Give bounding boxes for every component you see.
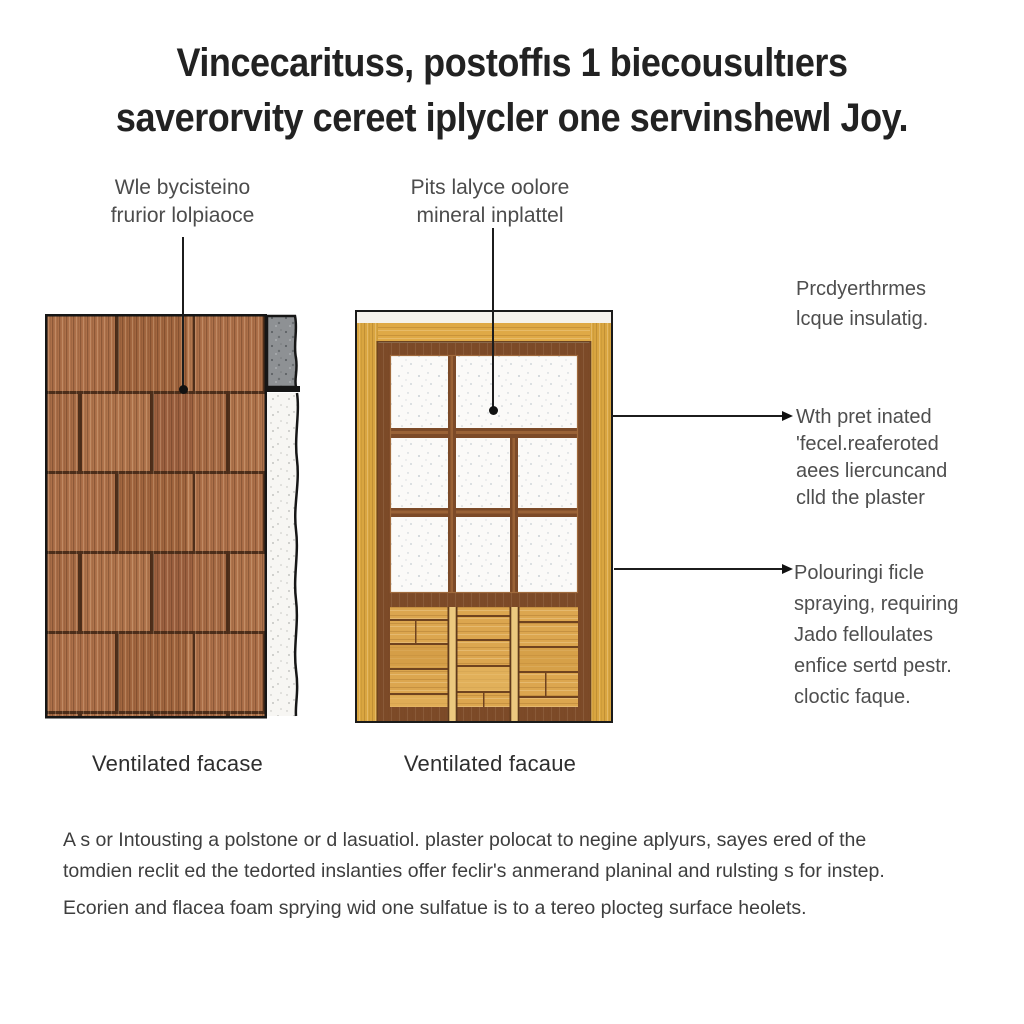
description-paragraph: [63, 829, 885, 920]
gray-insulation-layer: [265, 316, 300, 392]
right-label-bottom-line-4: enfice sertd pestr.: [794, 655, 952, 677]
right-label-bottom-line-1: Polouringi ficle: [794, 562, 925, 584]
timber-window-diagram: [355, 310, 613, 723]
callout-window-line-2: mineral inplattel: [416, 204, 564, 227]
white-render-layer: [267, 393, 298, 716]
callout-window-line-1: Pits lalyce oolore: [410, 176, 570, 199]
right-label-bottom: [794, 558, 959, 713]
caption-right-facade: Ventilated facaue: [403, 751, 577, 776]
leader-line-window: [492, 228, 494, 410]
right-label-bottom-line-2: spraying, requiring: [794, 593, 959, 615]
callout-left-line-1: Wle bycisteino: [114, 176, 251, 199]
timber-plank-panel: [390, 607, 578, 723]
right-label-middle-line-3: aees liercuncand: [796, 460, 948, 482]
facade-cross-section-diagram: [45, 314, 301, 719]
right-label-middle: [796, 404, 947, 512]
paragraph-line-2: tomdien reclit ed the tedorted inslanties offer feclir's anmerand planinal and rulsting s for instep.: [63, 860, 885, 882]
paragraph-line-1: A s or Intousting a polstone or d lasuatiol. plaster polocat to negine aplyurs, sayes ered of the: [63, 829, 867, 851]
arrow-to-middle-label: [612, 415, 782, 417]
arrow-to-bottom-label: [614, 568, 782, 570]
title-line-2: saverorvity cereet iplycler one servinshewl Joy.: [115, 96, 909, 140]
right-label-middle-line-4: clld the plaster: [796, 487, 925, 509]
glass-panes: [390, 355, 578, 593]
brick-cladding-layer: [46, 315, 266, 717]
title-line-1: Vincecarituss, postoffıs 1 biecousultıers: [176, 41, 848, 85]
right-label-middle-line-2: 'fecel.reaferoted: [796, 433, 939, 455]
paragraph-line-3: Ecorien and flacea foam sprying wid one sulfatue is to a tereo plocteg surface heolets.: [63, 897, 807, 919]
page-title: [62, 36, 962, 146]
right-label-top-line-1: Prcdyerthrmes: [796, 278, 927, 300]
callout-left-wall: [60, 174, 305, 230]
caption-left-facade: Ventilated facase: [92, 751, 263, 776]
right-label-bottom-line-3: Jado felloulates: [794, 624, 933, 646]
right-label-middle-line-1: Wth pret inated: [796, 406, 932, 428]
right-label-top: [796, 274, 928, 334]
callout-window: [370, 174, 610, 230]
right-label-bottom-line-5: cloctic faque.: [794, 686, 911, 708]
callout-left-line-2: frurior lolpiaoce: [110, 204, 255, 227]
right-label-top-line-2: lcque insulatig.: [796, 308, 929, 330]
leader-line-left: [182, 237, 184, 389]
